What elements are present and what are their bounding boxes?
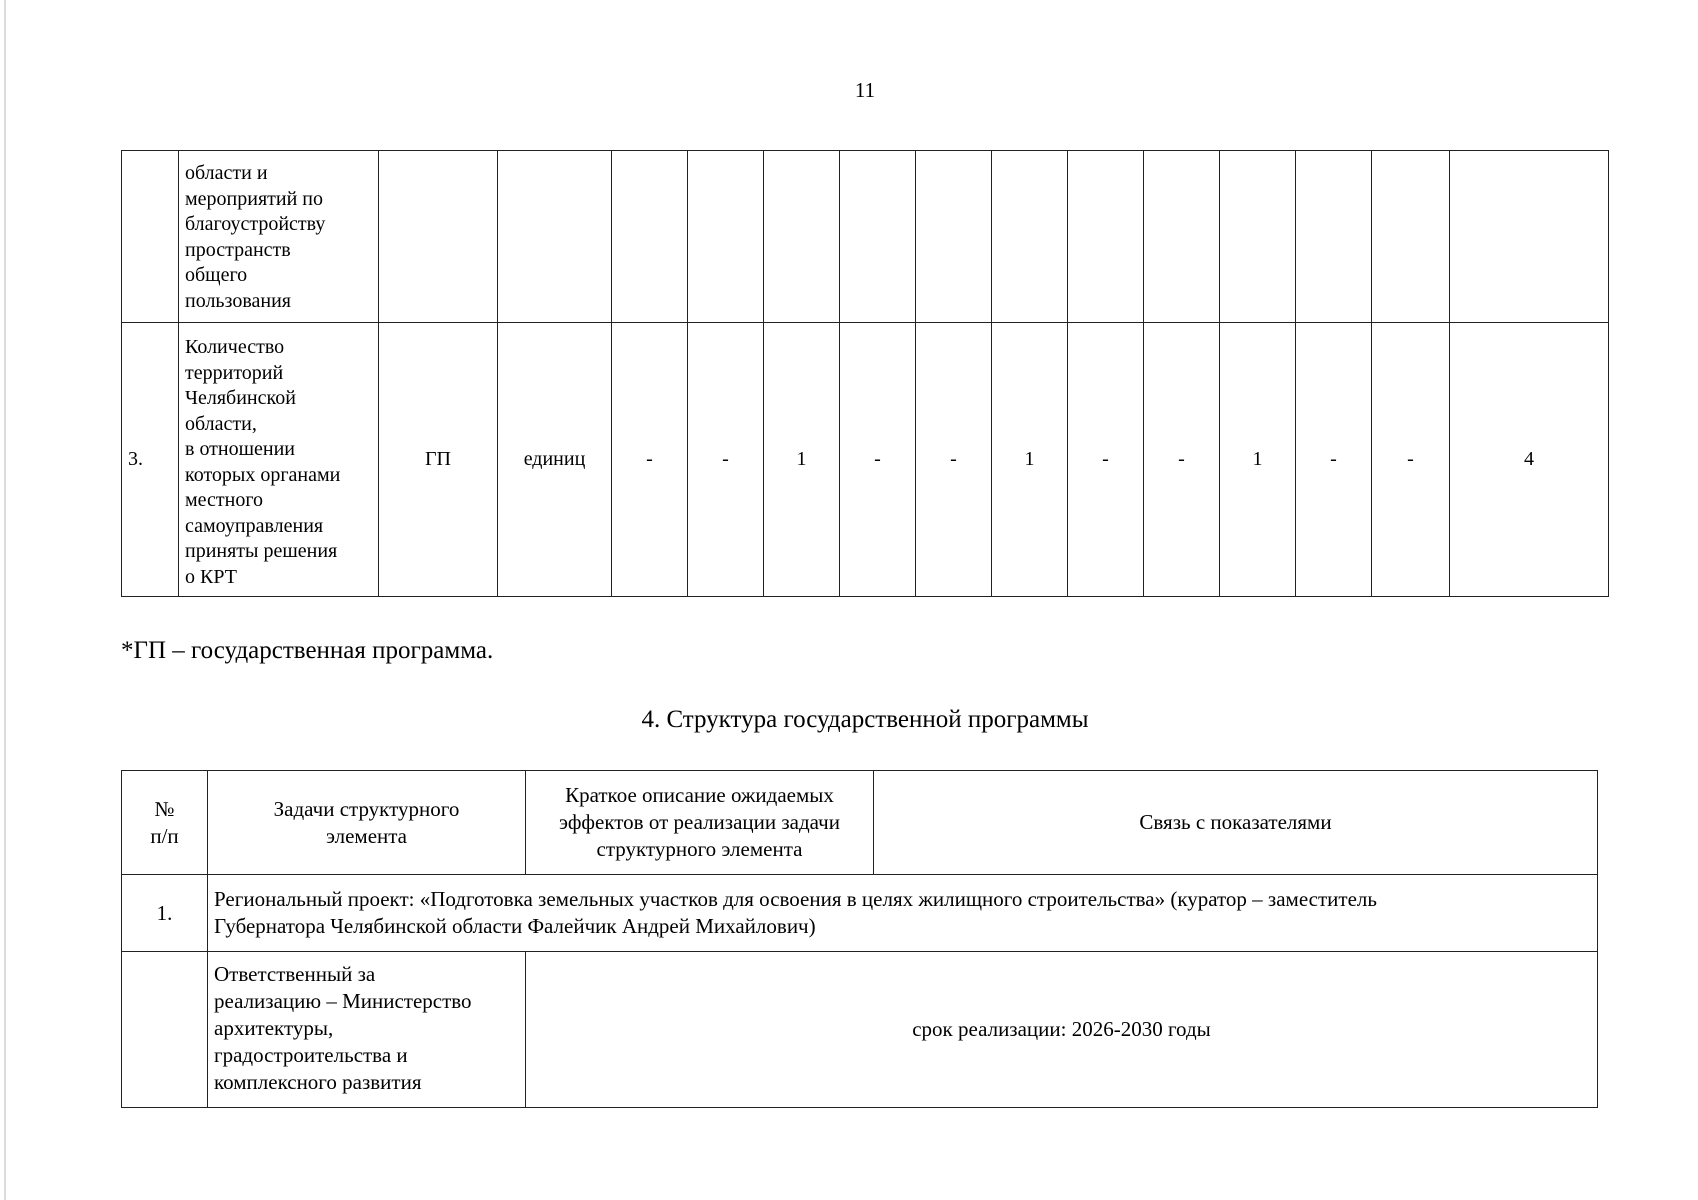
cell-value [612,151,688,323]
cell-indicator-name [179,151,379,323]
cell-value [764,151,840,323]
cell-regional-project [208,875,1598,952]
text-line: общего [185,264,248,286]
text-line: которых органами [185,463,341,486]
text-line: пространств [185,238,291,261]
header-line: структурного элемента [596,837,803,861]
text-line: в отношении [185,438,296,460]
cell-num: 3. [122,323,179,597]
cell-value [840,151,916,323]
header-description [526,771,874,875]
cell-responsible [208,952,526,1108]
text-line: приняты решения [185,540,338,562]
text-line: Ответственный за [214,962,376,986]
header-line: Краткое описание ожидаемых [565,783,834,807]
cell-value: - [688,323,764,597]
cell-indicator-name [179,323,379,597]
text-line: области и [185,162,268,184]
text-line: пользования [185,289,291,312]
text-line: градостроительства и [214,1043,408,1067]
text-line: реализацию – Министерство [214,989,472,1013]
text-line: Количество [185,336,285,358]
text-line: самоуправления [185,514,324,537]
section-title: 4. Структура государственной программы [641,706,1089,733]
cell-value: 1 [992,323,1068,597]
cell-value [916,151,992,323]
text-line: местного [185,489,264,511]
cell-num [122,151,179,323]
header-line: п/п [150,823,179,848]
cell-value: - [1296,323,1372,597]
text-line: комплексного развития [214,1070,422,1094]
text-line: территорий [185,361,284,384]
cell-level: ГП [379,323,498,597]
cell-value: - [1372,323,1450,597]
text-line: Региональный проект: «Подготовка земельных участков для освоения в целях жилищного строительства» (куратор – заместитель [214,887,1377,911]
cell-value: - [1144,323,1220,597]
text-line: благоустройству [185,213,326,235]
text-line: архитектуры, [214,1016,334,1040]
cell-num [122,952,208,1108]
cell-implementation-period: срок реализации: 2026-2030 годы [526,952,1598,1108]
header-line: № [154,796,175,821]
table-header-row [122,771,1598,875]
page-number: 11 [854,78,876,102]
scan-edge [4,0,6,1200]
table-row [122,952,1598,1108]
text-line: области, [185,412,257,435]
cell-unit [498,151,612,323]
header-tasks [208,771,526,875]
table-row [122,151,1609,323]
footnote: *ГП – государственная программа. [121,637,494,664]
cell-total [1450,151,1609,323]
cell-value: - [612,323,688,597]
text-line: мероприятий по [185,187,323,210]
cell-value: - [840,323,916,597]
cell-value [1068,151,1144,323]
cell-value [992,151,1068,323]
cell-value [1144,151,1220,323]
cell-value [1220,151,1296,323]
cell-value: - [916,323,992,597]
text-line: Губернатора Челябинской области Фалейчик Андрей Михайлович) [214,914,816,938]
text-line: о КРТ [185,565,237,588]
cell-level [379,151,498,323]
cell-unit: единиц [498,323,612,597]
header-num [122,771,208,875]
header-indicators-link: Связь с показателями [874,771,1598,875]
cell-value: 1 [764,323,840,597]
header-line: Задачи структурного [273,796,460,821]
header-line: элемента [325,823,408,848]
table-row [122,875,1598,952]
cell-value [688,151,764,323]
cell-value [1296,151,1372,323]
cell-value [1372,151,1450,323]
indicators-table-continued [121,150,1609,597]
text-line: Челябинской [185,387,296,409]
cell-total: 4 [1450,323,1609,597]
cell-value: 1 [1220,323,1296,597]
cell-num: 1. [122,875,208,952]
table-row [122,323,1609,597]
header-line: эффектов от реализации задачи [559,810,840,834]
program-structure-table [121,770,1598,1108]
cell-value: - [1068,323,1144,597]
